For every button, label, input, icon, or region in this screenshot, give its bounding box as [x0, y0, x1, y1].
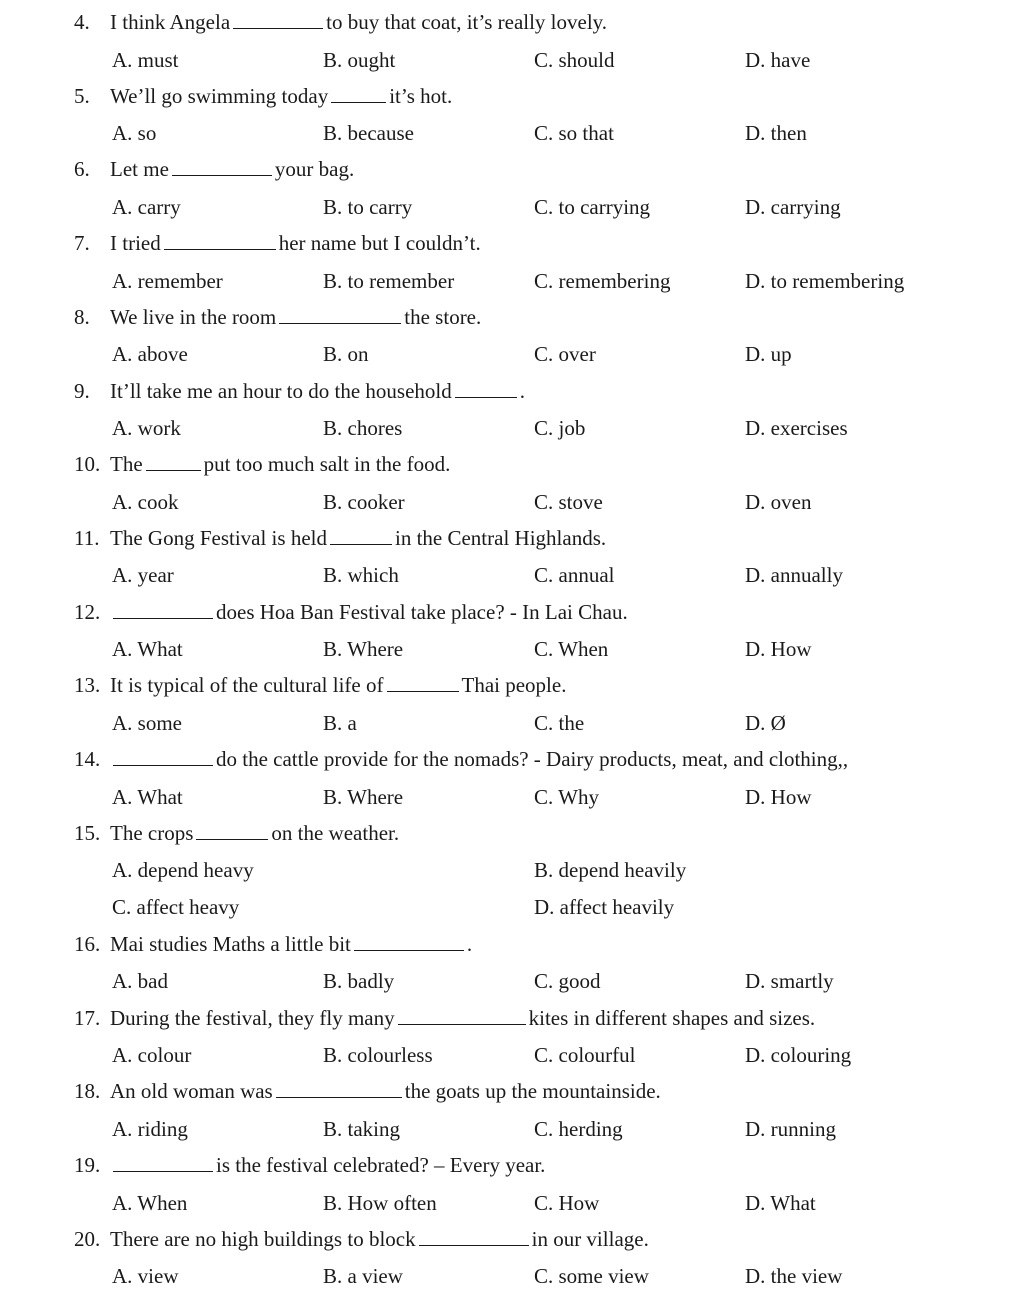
option-d[interactable]: D. up: [745, 342, 792, 367]
option-a[interactable]: A. so: [112, 121, 157, 146]
question-text-after: to buy that coat, it’s really lovely.: [326, 10, 608, 34]
answer-blank[interactable]: [398, 1007, 526, 1025]
option-a[interactable]: A. depend heavy: [112, 858, 254, 883]
options-row: [0, 1037, 1024, 1074]
answer-blank[interactable]: [354, 933, 464, 951]
question-number: 17.: [74, 1005, 101, 1030]
option-d[interactable]: D. then: [745, 121, 807, 146]
answer-blank[interactable]: [233, 11, 323, 29]
question-text: [110, 1221, 649, 1258]
option-b[interactable]: B. Where: [323, 637, 404, 662]
question-text-before: It is typical of the cultural life of: [110, 673, 384, 698]
question-row: [0, 1073, 1024, 1110]
question-number: 15.: [74, 820, 101, 845]
option-b[interactable]: B. depend heavily: [534, 858, 687, 883]
question-text-before: The: [110, 452, 143, 477]
option-a[interactable]: A. work: [112, 416, 181, 440]
question-text-after: do the cattle provide for the nomads? - Dairy products, meat, and clothing,,: [216, 747, 849, 771]
option-d[interactable]: D. smartly: [745, 969, 834, 994]
question-text-before: I think Angela: [110, 10, 231, 34]
question-text-after: Thai people.: [461, 673, 567, 698]
question-row: [0, 1221, 1024, 1258]
answer-blank[interactable]: [196, 822, 268, 840]
option-a[interactable]: A. above: [112, 342, 188, 367]
question-text-after: on the weather.: [271, 820, 400, 845]
option-b[interactable]: B. badly: [323, 969, 395, 994]
answer-blank[interactable]: [113, 601, 213, 619]
question-row: [0, 4, 1024, 41]
options-row: [0, 189, 1024, 226]
question-text-before: Mai studies Maths a little bit: [110, 931, 351, 956]
option-d[interactable]: D. How: [745, 784, 812, 809]
option-b[interactable]: B. chores: [323, 416, 403, 440]
answer-blank[interactable]: [146, 453, 201, 471]
question-text: [110, 1000, 815, 1037]
question-text: [110, 926, 472, 963]
option-b[interactable]: B. How often: [323, 1190, 437, 1215]
question-number: 14.: [74, 747, 101, 771]
options-row: [0, 263, 1024, 300]
option-c[interactable]: C. should: [534, 47, 615, 72]
option-a[interactable]: A. must: [112, 47, 179, 72]
options-row: [0, 1258, 1024, 1295]
question-text-before: Let me: [110, 157, 169, 182]
option-a[interactable]: A. What: [112, 784, 183, 809]
option-c[interactable]: C. When: [534, 637, 609, 662]
question-text-after: your bag.: [274, 157, 355, 182]
question-number: 10.: [74, 452, 101, 477]
answer-blank[interactable]: [330, 527, 392, 545]
option-b[interactable]: B. to remember: [323, 268, 455, 293]
option-c[interactable]: C. Why: [534, 784, 599, 809]
option-b[interactable]: B. on: [323, 342, 369, 367]
option-d[interactable]: D. How: [745, 637, 812, 662]
option-b[interactable]: B. because: [323, 121, 414, 146]
option-c[interactable]: C. the: [534, 710, 585, 735]
question-row: [0, 667, 1024, 704]
question-text-after: .: [466, 931, 473, 956]
question-number: 11.: [74, 525, 100, 550]
question-text-before: It’ll take me an hour to do the household: [110, 378, 452, 403]
question-text: [110, 299, 481, 336]
question-text-before: We’ll go swimming today: [110, 83, 329, 108]
option-a[interactable]: A. remember: [112, 268, 223, 293]
question-number: 8.: [74, 304, 90, 329]
question-number: 13.: [74, 673, 101, 698]
option-d[interactable]: D. annually: [745, 563, 843, 588]
question-text: [110, 667, 566, 704]
option-a[interactable]: A. cook: [112, 489, 179, 514]
option-c[interactable]: C. so that: [534, 121, 614, 146]
question-number: 6.: [74, 157, 90, 182]
options-row: [0, 42, 1024, 79]
options-row: [0, 1111, 1024, 1148]
question-text: [110, 151, 354, 188]
question-row: [0, 926, 1024, 963]
question-text: [110, 741, 848, 778]
options-row: [0, 1185, 1024, 1222]
option-d[interactable]: D. to remembering: [745, 268, 905, 293]
options-row: [0, 779, 1024, 816]
question-text: [110, 1147, 545, 1184]
answer-blank[interactable]: [387, 674, 459, 692]
option-b[interactable]: B. colourless: [323, 1043, 433, 1068]
question-text-after: .: [519, 378, 526, 403]
answer-blank[interactable]: [172, 158, 272, 176]
question-text-before: During the festival, they fly many: [110, 1005, 395, 1030]
option-c[interactable]: C. remembering: [534, 268, 671, 293]
answer-blank[interactable]: [331, 85, 386, 103]
question-row: [0, 594, 1024, 631]
option-d[interactable]: D. What: [745, 1190, 816, 1215]
question-number: 9.: [74, 378, 90, 403]
question-text-before: There are no high buildings to block: [110, 1226, 416, 1251]
option-a[interactable]: A. some: [112, 710, 182, 735]
option-a[interactable]: A. What: [112, 637, 183, 662]
question-text-after: kites in different shapes and sizes.: [528, 1005, 816, 1030]
question-number: 16.: [74, 931, 101, 956]
option-c[interactable]: C. job: [534, 416, 586, 440]
question-text-before: I tried: [110, 231, 161, 256]
question-text-after: in the Central Highlands.: [394, 525, 607, 550]
question-row: [0, 299, 1024, 336]
question-number: 5.: [74, 83, 90, 108]
options-row: [0, 889, 1024, 926]
option-b[interactable]: B. Where: [323, 784, 404, 809]
options-row: [0, 484, 1024, 521]
question-text-after: put too much salt in the food.: [203, 452, 451, 477]
answer-blank[interactable]: [455, 380, 517, 398]
option-d[interactable]: D. running: [745, 1116, 836, 1141]
options-row: [0, 410, 1024, 447]
question-row: [0, 1000, 1024, 1037]
question-text-after: her name but I couldn’t.: [278, 231, 481, 256]
question-text-after: it’s hot.: [389, 83, 453, 108]
option-b[interactable]: B. a: [323, 710, 357, 735]
answer-blank[interactable]: [279, 306, 401, 324]
question-number: 20.: [74, 1226, 101, 1251]
option-c[interactable]: C. affect heavy: [112, 895, 240, 920]
option-a[interactable]: A. riding: [112, 1116, 188, 1141]
question-row: [0, 151, 1024, 188]
answer-blank[interactable]: [113, 1154, 213, 1172]
option-b[interactable]: B. to carry: [323, 194, 413, 219]
options-row: [0, 115, 1024, 152]
answer-blank[interactable]: [276, 1080, 402, 1098]
question-number: 7.: [74, 231, 90, 256]
question-text-before: The Gong Festival is held: [110, 525, 327, 550]
question-text-before: An old woman was: [110, 1079, 273, 1104]
question-text-after: in our village.: [531, 1226, 649, 1251]
option-b[interactable]: B. taking: [323, 1116, 400, 1141]
options-row: [0, 336, 1024, 373]
question-text: [110, 78, 452, 115]
option-b[interactable]: B. ought: [323, 47, 396, 72]
option-c[interactable]: C. to carrying: [534, 194, 651, 219]
option-a[interactable]: A. colour: [112, 1043, 192, 1068]
option-d[interactable]: D. carrying: [745, 194, 841, 219]
question-text-after: the goats up the mountainside.: [404, 1079, 661, 1104]
option-c[interactable]: C. over: [534, 342, 596, 367]
options-row: [0, 963, 1024, 1000]
question-row: [0, 225, 1024, 262]
option-b[interactable]: B. a view: [323, 1264, 403, 1289]
question-number: 19.: [74, 1153, 101, 1177]
option-d[interactable]: D. Ø: [745, 710, 786, 735]
question-text: [110, 815, 399, 852]
options-row: [0, 705, 1024, 742]
option-b[interactable]: B. which: [323, 563, 399, 588]
option-d[interactable]: D. exercises: [745, 416, 848, 440]
question-row: [0, 78, 1024, 115]
option-a[interactable]: A. When: [112, 1190, 188, 1215]
option-d[interactable]: D. oven: [745, 489, 812, 514]
question-text-after: does Hoa Ban Festival take place? - In Lai Chau.: [216, 599, 628, 624]
option-a[interactable]: A. bad: [112, 969, 168, 994]
answer-blank[interactable]: [113, 748, 213, 766]
option-c[interactable]: C. annual: [534, 563, 615, 588]
question-row: [0, 373, 1024, 410]
question-row: [0, 1147, 1024, 1184]
option-c[interactable]: C. good: [534, 969, 601, 994]
option-c[interactable]: C. some view: [534, 1264, 649, 1289]
question-text: [110, 373, 525, 410]
option-d[interactable]: D. have: [745, 47, 811, 72]
option-c[interactable]: C. colourful: [534, 1043, 636, 1068]
options-row: [0, 557, 1024, 594]
option-c[interactable]: C. stove: [534, 489, 603, 514]
question-text-after: is the festival celebrated? – Every year.: [216, 1153, 546, 1177]
option-c[interactable]: C. herding: [534, 1116, 623, 1141]
question-text: [110, 520, 606, 557]
question-text: [110, 225, 481, 262]
option-a[interactable]: A. year: [112, 563, 174, 588]
question-text-before: The crops: [110, 820, 194, 845]
answer-blank[interactable]: [164, 232, 276, 250]
question-row: [0, 446, 1024, 483]
question-row: [0, 741, 1024, 778]
option-c[interactable]: C. How: [534, 1190, 600, 1215]
option-d[interactable]: D. affect heavily: [534, 895, 675, 920]
options-row: [0, 852, 1024, 889]
option-a[interactable]: A. view: [112, 1264, 179, 1289]
question-text: [110, 446, 450, 483]
option-d[interactable]: D. colouring: [745, 1043, 852, 1068]
question-text-before: We live in the room: [110, 304, 277, 329]
question-number: 12.: [74, 599, 101, 624]
option-b[interactable]: B. cooker: [323, 489, 405, 514]
option-d[interactable]: D. the view: [745, 1264, 843, 1289]
question-text-after: the store.: [404, 304, 482, 329]
question-row: [0, 520, 1024, 557]
question-number: 18.: [74, 1079, 101, 1104]
question-row: [0, 815, 1024, 852]
options-row: [0, 631, 1024, 668]
answer-blank[interactable]: [419, 1228, 529, 1246]
question-text: [110, 4, 607, 41]
question-text: [110, 594, 628, 631]
option-a[interactable]: A. carry: [112, 194, 181, 219]
question-number: 4.: [74, 10, 90, 34]
question-text: [110, 1073, 661, 1110]
